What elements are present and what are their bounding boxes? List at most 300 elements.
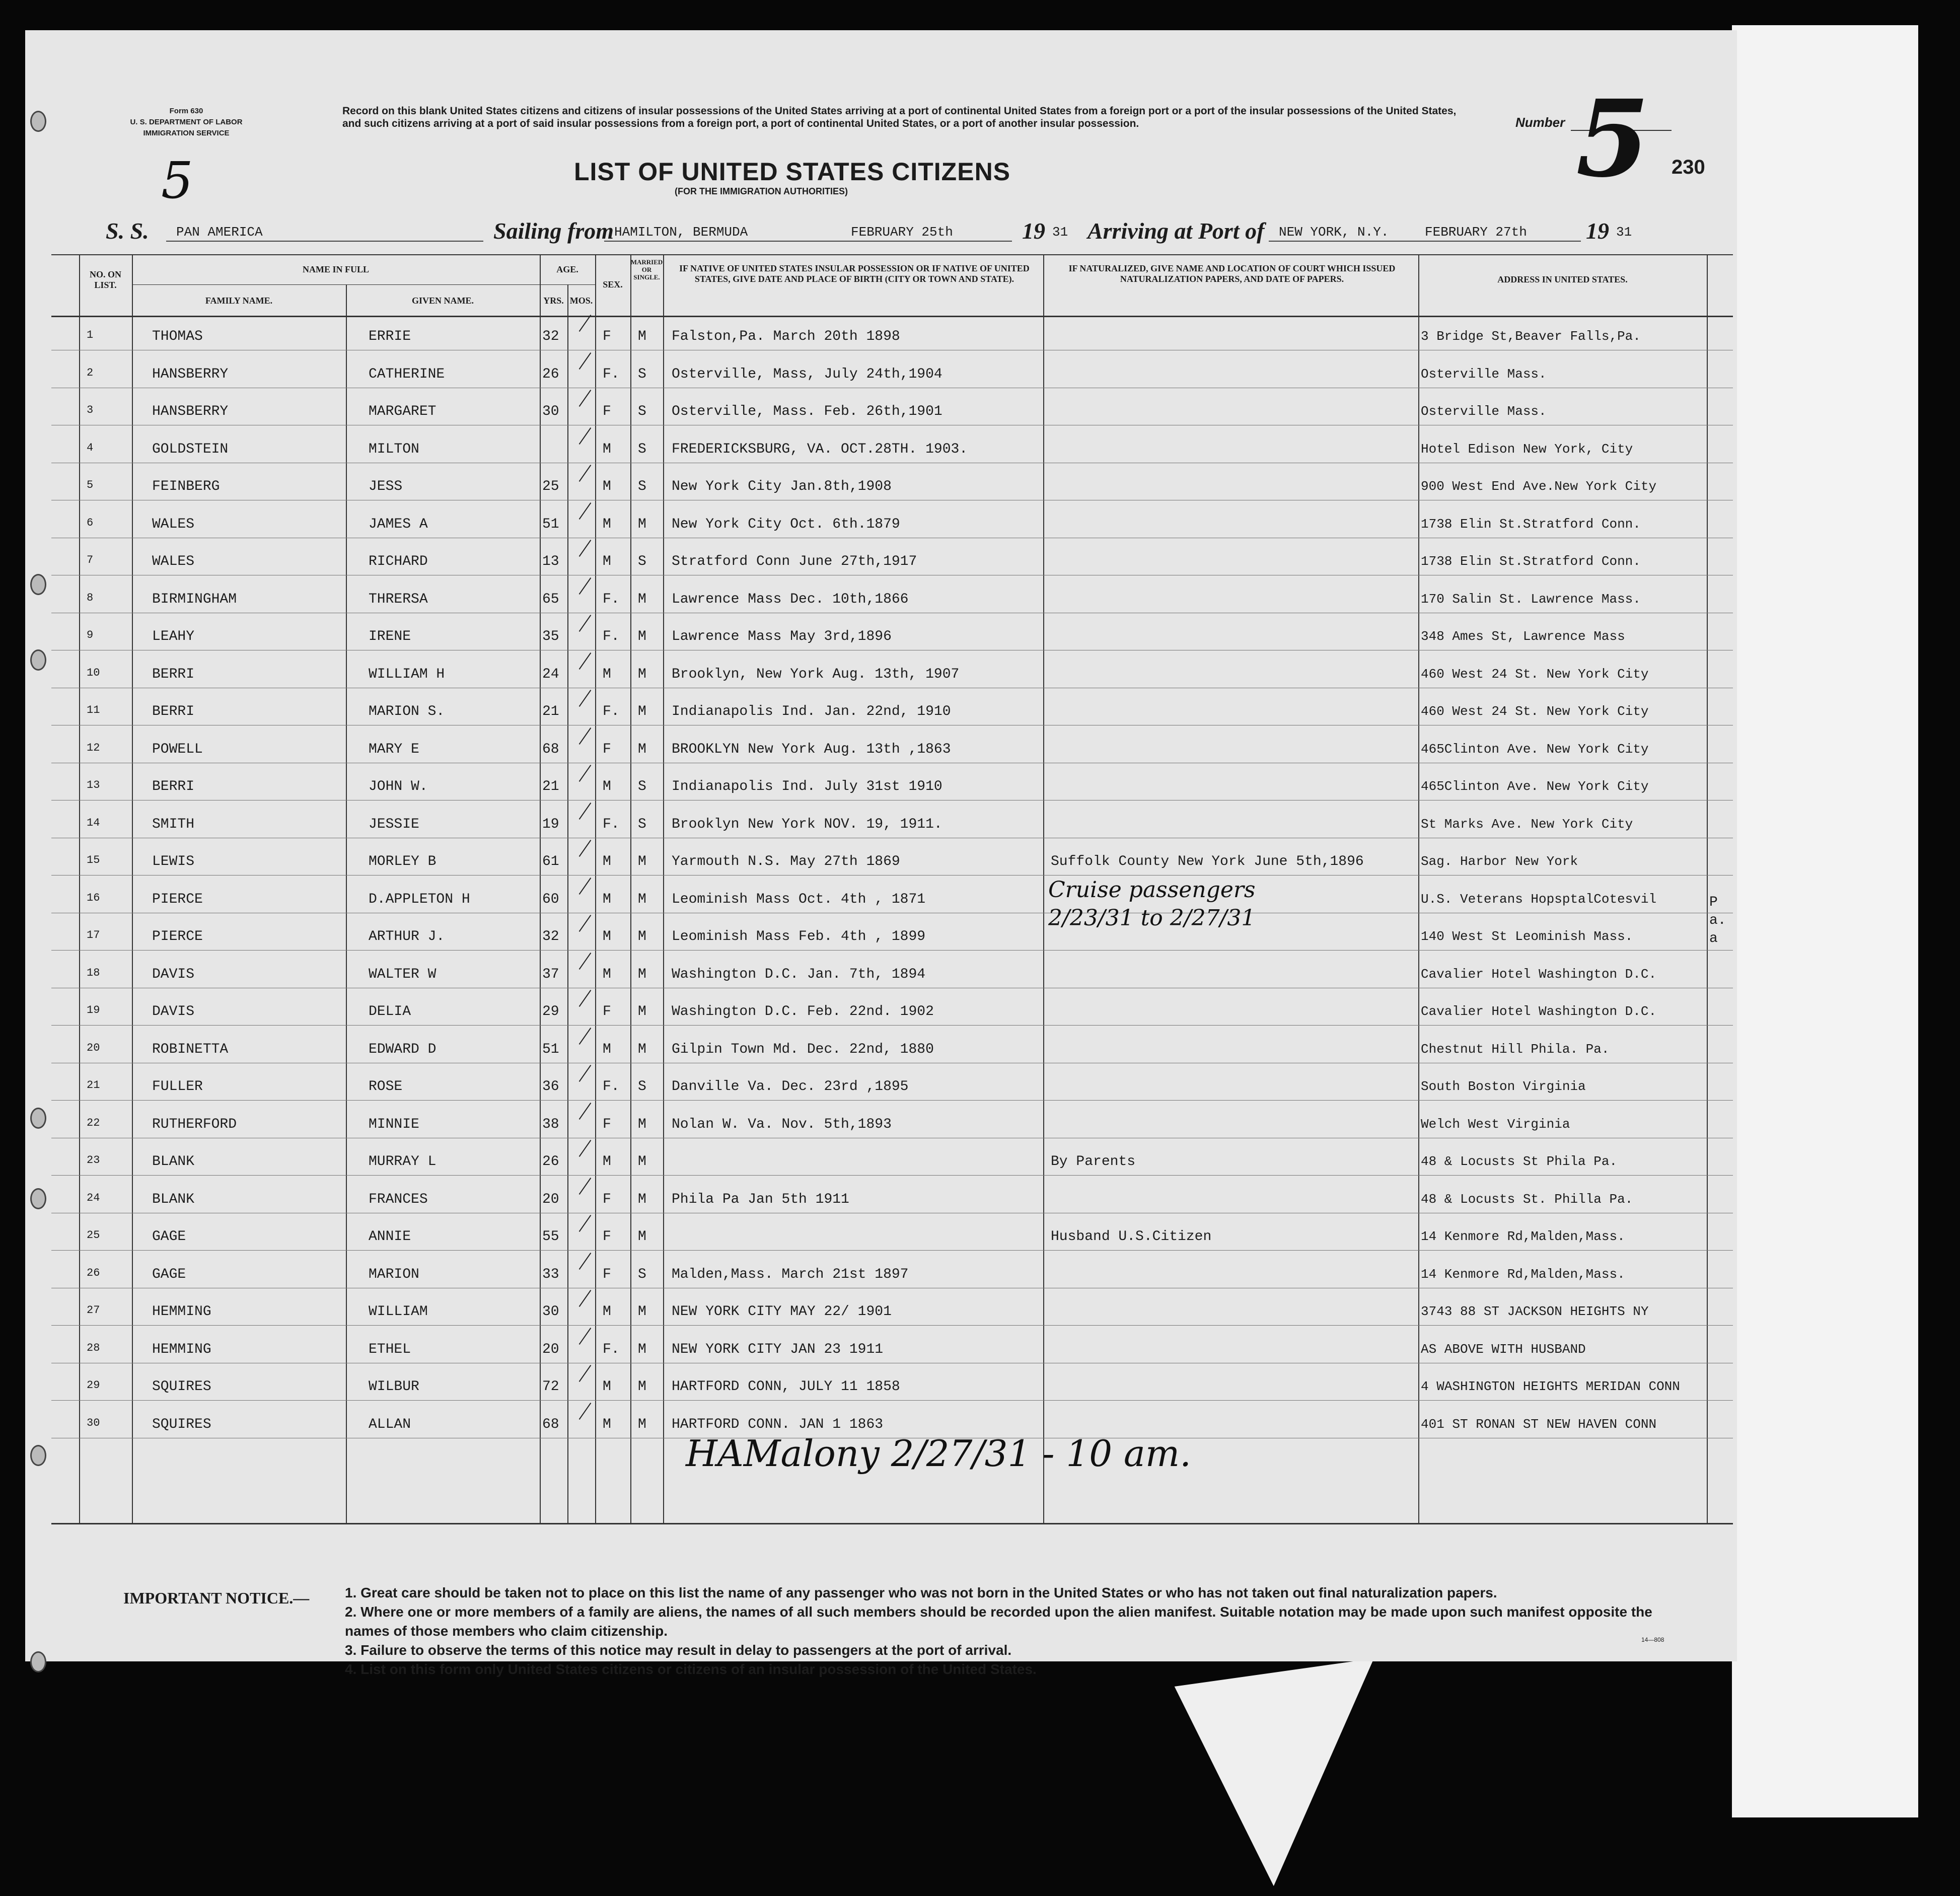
age-years: 29 [542,1004,559,1019]
family-name: FEINBERG [152,479,220,494]
notice-item-1: 1. Great care should be taken not to place on this list the name of any passenger who was not born in the United States or who has not taken out final naturalization papers. [345,1585,1497,1600]
arrive-year: 31 [1616,225,1632,240]
given-name: ARTHUR J. [369,929,445,944]
family-name: BERRI [152,666,195,682]
ship-underline [166,241,483,242]
address: AS ABOVE WITH HUSBAND [1421,1341,1586,1357]
sex: M [603,891,611,907]
address: South Boston Virginia [1421,1079,1586,1094]
header-name-in-full: NAME IN FULL [302,264,369,274]
row-rule [51,1025,1733,1026]
given-name: FRANCES [369,1191,428,1207]
given-name: ETHEL [369,1341,411,1357]
address: Hotel Edison New York, City [1421,441,1633,457]
row-number: 21 [87,1079,100,1091]
age-years: 55 [542,1229,559,1245]
binder-hole [30,1651,46,1672]
check-tick [579,1028,592,1045]
birth-place-date: Brooklyn, New York Aug. 13th, 1907 [672,666,960,682]
check-tick [579,840,592,857]
binder-hole [30,1188,46,1209]
check-tick [579,390,592,407]
check-tick [579,878,592,895]
given-name: IRENE [369,629,411,644]
row-number: 5 [87,479,94,491]
sailing-underline [604,241,1012,242]
notice-heading: IMPORTANT NOTICE.— [123,1589,310,1607]
marital-status: S [638,779,646,794]
age-years: 26 [542,366,559,382]
row-number: 19 [87,1004,100,1016]
marital-status: M [638,329,646,344]
marital-status: M [638,1191,646,1207]
age-years: 35 [542,629,559,644]
row-number: 14 [87,816,100,829]
birth-place-date: Osterville, Mass, July 24th,1904 [672,366,942,382]
header-given: GIVEN NAME. [411,296,474,306]
birth-place-date: Lawrence Mass Dec. 10th,1866 [672,591,909,607]
age-years: 33 [542,1266,559,1282]
check-tick [579,615,592,632]
row-number: 13 [87,779,100,791]
marital-status: S [638,1079,646,1095]
given-name: RICHARD [369,554,428,569]
address: 3 Bridge St,Beaver Falls,Pa. [1421,329,1641,344]
check-tick [579,465,592,482]
inspector-signature: HAMalony 2/27/31 - 10 am. [686,1432,1191,1475]
marital-status: M [638,591,646,607]
given-name: MORLEY B [369,854,437,869]
family-name: ROBINETTA [152,1041,229,1057]
family-name: LEAHY [152,629,195,644]
row-number: 10 [87,666,100,679]
sex: F. [603,816,620,832]
cruise-note-line-1: Cruise passengers [1048,877,1256,903]
age-years: 21 [542,704,559,719]
marital-status: M [638,629,646,644]
header-yrs: YRS. [543,296,564,306]
row-number: 30 [87,1416,100,1429]
birth-place-date: Leominish Mass Feb. 4th , 1899 [672,929,926,944]
service: IMMIGRATION SERVICE [143,129,230,137]
birth-place-date: Leominish Mass Oct. 4th , 1871 [672,891,926,907]
check-tick [579,577,592,595]
family-name: BLANK [152,1154,195,1170]
instructions: Record on this blank United States citizens and citizens of insular possessions of the United States arriving at a port of continental United States from a foreign port or a port of the insular possessions of the United States, and such citizens arriving at a port of said insular possessions from a foreign port, a port of continental United States, or a port of another insular possession. [342,105,1457,129]
age-years: 37 [542,966,559,982]
col-line-family [132,254,133,1523]
address: 3743 88 ST JACKSON HEIGHTS NY [1421,1304,1649,1319]
marital-status: M [638,704,646,719]
binder-hole [30,1445,46,1466]
sail-year: 31 [1052,225,1068,240]
notice-item-2: 2. Where one or more members of a family are aliens, the names of all such members should be recorded upon the alien manifest. Suitable notation may be made upon such manifest opposite the names of those members who claim citizenship. [345,1604,1652,1639]
ss-label: S. S. [106,218,149,244]
sex: F [603,1116,611,1132]
birth-place-date: Indianapolis Ind. Jan. 22nd, 1910 [672,704,951,719]
address: 14 Kenmore Rd,Malden,Mass. [1421,1229,1625,1244]
given-name: EDWARD D [369,1041,437,1057]
binder-hole [30,111,46,132]
marital-status: M [638,1379,646,1395]
check-tick [579,540,592,557]
address: 14 Kenmore Rd,Malden,Mass. [1421,1266,1625,1282]
birth-place-date: Stratford Conn June 27th,1917 [672,554,917,569]
sex: M [603,516,611,532]
marital-status: S [638,404,646,419]
given-name: WILLIAM [369,1304,428,1320]
name-subheader-line [132,284,565,285]
family-name: GAGE [152,1229,186,1245]
check-tick [579,427,592,445]
naturalization: Husband U.S.Citizen [1051,1229,1212,1245]
age-years: 68 [542,1416,559,1432]
col-line-birth [663,254,664,1523]
address: 4 WASHINGTON HEIGHTS MERIDAN CONN [1421,1379,1680,1394]
address: Cavalier Hotel Washington D.C. [1421,1004,1657,1019]
sex: F. [603,1341,620,1357]
binder-hole [30,649,46,671]
row-number: 8 [87,591,94,604]
sex: F [603,1266,611,1282]
sex: F [603,741,611,757]
row-rule [51,1250,1733,1251]
sailing-date: FEBRUARY 25th [851,225,953,240]
sailing-label: Sailing from [493,218,614,244]
given-name: WILLIAM H [369,666,445,682]
col-line-right [1707,254,1708,1523]
row-number: 23 [87,1154,100,1166]
family-name: SQUIRES [152,1416,211,1432]
sex: M [603,666,611,682]
row-rule [51,950,1733,951]
marital-status: M [638,1004,646,1019]
given-name: WILBUR [369,1379,419,1395]
family-name: THOMAS [152,329,203,344]
paper-tab [1175,1658,1404,1896]
address: 348 Ames St, Lawrence Mass [1421,629,1625,644]
age-years: 25 [542,479,559,494]
age-years: 72 [542,1379,559,1395]
check-tick [579,727,592,745]
header-birth: IF NATIVE OF UNITED STATES INSULAR POSSESSION OR IF NATIVE OF UNITED STATES, GIVE DATE AND PLACE OF BIRTH (CITY OR TOWN AND STATE). [679,263,1030,284]
marital-status: S [638,479,646,494]
side-note [1709,894,1737,948]
age-years: 60 [542,891,559,907]
age-years: 30 [542,404,559,419]
col-line-no [79,254,80,1523]
col-line-age [540,254,541,1523]
address: 900 West End Ave.New York City [1421,479,1657,494]
age-years: 32 [542,329,559,344]
row-number: 7 [87,554,94,566]
birth-place-date: Malden,Mass. March 21st 1897 [672,1266,909,1282]
row-number: 29 [87,1379,100,1392]
sex: M [603,929,611,944]
marital-status: M [638,1041,646,1057]
row-number: 6 [87,516,94,529]
col-line-ms [630,254,631,1523]
col-line-addr [1418,254,1419,1523]
page-title: LIST OF UNITED STATES CITIZENS [574,158,1011,186]
address: 1738 Elin St.Stratford Conn. [1421,554,1641,569]
family-name: RUTHERFORD [152,1116,237,1132]
check-tick [579,315,592,332]
row-rule [51,1325,1733,1326]
address: Osterville Mass. [1421,366,1547,382]
family-name: SQUIRES [152,1379,211,1395]
birth-place-date: NEW YORK CITY MAY 22/ 1901 [672,1304,892,1320]
birth-place-date: Yarmouth N.S. May 27th 1869 [672,854,900,869]
print-code: 14—808 [1641,1636,1664,1643]
passenger-table [51,254,1733,1543]
family-name: BLANK [152,1191,195,1207]
sex: M [603,441,611,457]
page-subtitle: (FOR THE IMMIGRATION AUTHORITIES) [675,186,848,196]
address: 460 West 24 St. New York City [1421,704,1649,719]
check-tick [579,1253,592,1270]
marital-status: M [638,1341,646,1357]
age-years: 36 [542,1079,559,1095]
birth-place-date: Nolan W. Va. Nov. 5th,1893 [672,1116,892,1132]
birth-place-date: HARTFORD CONN. JAN 1 1863 [672,1416,884,1432]
given-name: ANNIE [369,1229,411,1245]
handwritten-number: 5 [1576,77,1650,201]
given-name: DELIA [369,1004,411,1019]
department: U. S. DEPARTMENT OF LABOR [130,118,243,126]
birth-place-date: NEW YORK CITY JAN 23 1911 [672,1341,884,1357]
arrival-date: FEBRUARY 27th [1425,225,1527,240]
check-tick [579,1178,592,1195]
col-line-nat [1043,254,1044,1523]
given-name: MARION S. [369,704,445,719]
family-name: HEMMING [152,1341,211,1357]
sex: M [603,554,611,569]
family-name: HANSBERRY [152,404,229,419]
check-tick [579,1403,592,1420]
manifest-page [25,30,1737,1677]
marital-status: M [638,1116,646,1132]
sex: F [603,404,611,419]
check-tick [579,1365,592,1382]
col-line-sex [595,254,596,1523]
row-rule [51,875,1733,876]
header-no: NO. ON LIST. [90,269,121,290]
table-bottom-border [51,1523,1733,1524]
age-years: 32 [542,929,559,944]
family-name: FULLER [152,1079,203,1095]
side-note-2: a [1709,931,1718,946]
check-tick [579,765,592,782]
header-address: ADDRESS IN UNITED STATES. [1497,274,1628,284]
birth-place-date: Gilpin Town Md. Dec. 22nd, 1880 [672,1041,934,1057]
address: 460 West 24 St. New York City [1421,666,1649,682]
given-name: MILTON [369,441,419,457]
age-years: 68 [542,741,559,757]
check-tick [579,690,592,707]
cruise-note-line-2: 2/23/31 to 2/27/31 [1048,905,1256,931]
birth-place-date: Indianapolis Ind. July 31st 1910 [672,779,942,794]
row-number: 2 [87,366,94,379]
given-name: ROSE [369,1079,403,1095]
birth-place-date: Brooklyn New York NOV. 19, 1911. [672,816,942,832]
given-name: MARGARET [369,404,437,419]
naturalization: Suffolk County New York June 5th,1896 [1051,854,1364,869]
marital-status: M [638,1154,646,1170]
birth-place-date: FREDERICKSBURG, VA. OCT.28TH. 1903. [672,441,968,457]
form-header-block [96,106,277,139]
given-name: JAMES A [369,516,428,532]
binder-hole [30,574,46,595]
family-name: BERRI [152,779,195,794]
row-number: 9 [87,629,94,641]
birth-place-date: Washington D.C. Jan. 7th, 1894 [672,966,926,982]
row-number: 1 [87,329,94,341]
address: Cavalier Hotel Washington D.C. [1421,966,1657,982]
header-age: AGE. [556,264,578,274]
header-sex: SEX. [603,279,623,289]
row-number: 20 [87,1041,100,1054]
birth-place-date: Osterville, Mass. Feb. 26th,1901 [672,404,942,419]
address: Osterville Mass. [1421,404,1547,419]
age-years: 51 [542,1041,559,1057]
address: 48 & Locusts St Phila Pa. [1421,1154,1618,1169]
birth-place-date: New York City Oct. 6th.1879 [672,516,900,532]
table-top-border [51,254,1733,255]
given-name: JESS [369,479,403,494]
sailing-from: HAMILTON, BERMUDA [614,225,748,240]
birth-place-date: Lawrence Mass May 3rd,1896 [672,629,892,644]
family-name: POWELL [152,741,203,757]
header-mos: MOS. [569,296,593,306]
age-years: 65 [542,591,559,607]
birth-place-date: BROOKLYN New York Aug. 13th ,1863 [672,741,951,757]
naturalization: By Parents [1051,1154,1136,1170]
sex: F [603,1191,611,1207]
sex: F. [603,591,620,607]
family-name: DAVIS [152,1004,195,1019]
given-name: D.APPLETON H [369,891,470,907]
header-married: MARRIED OR SINGLE. [630,258,663,281]
given-name: JESSIE [369,816,419,832]
check-tick [579,953,592,970]
birth-place-date: Danville Va. Dec. 23rd ,1895 [672,1079,909,1095]
age-years: 20 [542,1191,559,1207]
birth-place-date: Phila Pa Jan 5th 1911 [672,1191,849,1207]
notice-item-4: 4. List on this form only United States citizens or citizens of an insular possession of the United States. [345,1661,1037,1677]
marital-status: M [638,1304,646,1320]
marital-status: S [638,554,646,569]
corner-mark: 5 [161,151,193,210]
sex: F [603,1229,611,1245]
given-name: MARY E [369,741,419,757]
marital-status: S [638,366,646,382]
sex: F [603,329,611,344]
family-name: HEMMING [152,1304,211,1320]
address: 401 ST RONAN ST NEW HAVEN CONN [1421,1416,1657,1432]
row-number: 15 [87,854,100,866]
check-tick [579,352,592,370]
marital-status: S [638,816,646,832]
row-rule [51,1100,1733,1101]
check-tick [579,1328,592,1345]
family-name: LEWIS [152,854,195,869]
row-number: 11 [87,704,100,716]
family-name: PIERCE [152,929,203,944]
sail-year-prefix: 19 [1022,218,1045,244]
sex: F. [603,704,620,719]
birth-place-date: HARTFORD CONN, JULY 11 1858 [672,1379,900,1395]
address: Chestnut Hill Phila. Pa. [1421,1041,1610,1057]
check-tick [579,1290,592,1307]
side-note-1: P a. [1709,895,1726,928]
row-number: 18 [87,966,100,979]
family-name: GAGE [152,1266,186,1282]
given-name: THRERSA [369,591,428,607]
marital-status: S [638,1266,646,1282]
given-name: MARION [369,1266,419,1282]
given-name: MINNIE [369,1116,419,1132]
address: Welch West Virginia [1421,1116,1570,1132]
address: 465Clinton Ave. New York City [1421,779,1649,794]
row-number: 4 [87,441,94,454]
arrival-underline [1269,241,1581,242]
marital-status: M [638,966,646,982]
family-name: WALES [152,554,195,569]
col-line-given [346,284,347,1523]
back-sheet [1732,25,1918,1817]
header-family: FAMILY NAME. [205,296,273,306]
row-rule [51,1400,1733,1401]
age-years: 20 [542,1341,559,1357]
given-name: ERRIE [369,329,411,344]
sex: M [603,1379,611,1395]
sex: F. [603,629,620,644]
row-rule [51,1175,1733,1176]
age-years: 30 [542,1304,559,1320]
address: St Marks Ave. New York City [1421,816,1633,832]
birth-place-date: Washington D.C. Feb. 22nd. 1902 [672,1004,934,1019]
address: Sag. Harbor New York [1421,854,1578,869]
age-years: 13 [542,554,559,569]
family-name: GOLDSTEIN [152,441,229,457]
age-years: 21 [542,779,559,794]
sex: M [603,966,611,982]
col-line-mos [567,284,568,1523]
stamp-number: 230 [1672,156,1705,178]
notice-item-3: 3. Failure to observe the terms of this notice may result in delay to passengers at the port of arrival. [345,1642,1012,1658]
age-years: 19 [542,816,559,832]
marital-status: M [638,854,646,869]
sex: M [603,1041,611,1057]
header-bottom-border [51,316,1733,317]
family-name: DAVIS [152,966,195,982]
check-tick [579,803,592,820]
check-tick [579,1215,592,1232]
family-name: HANSBERRY [152,366,229,382]
arrive-year-prefix: 19 [1586,218,1609,244]
address: 140 West St Leominish Mass. [1421,929,1633,944]
address: 465Clinton Ave. New York City [1421,741,1649,757]
age-years: 38 [542,1116,559,1132]
given-name: WALTER W [369,966,437,982]
given-name: JOHN W. [369,779,428,794]
marital-status: M [638,741,646,757]
check-tick [579,502,592,520]
sex: M [603,1154,611,1170]
binder-hole [30,1108,46,1129]
row-number: 16 [87,891,100,904]
